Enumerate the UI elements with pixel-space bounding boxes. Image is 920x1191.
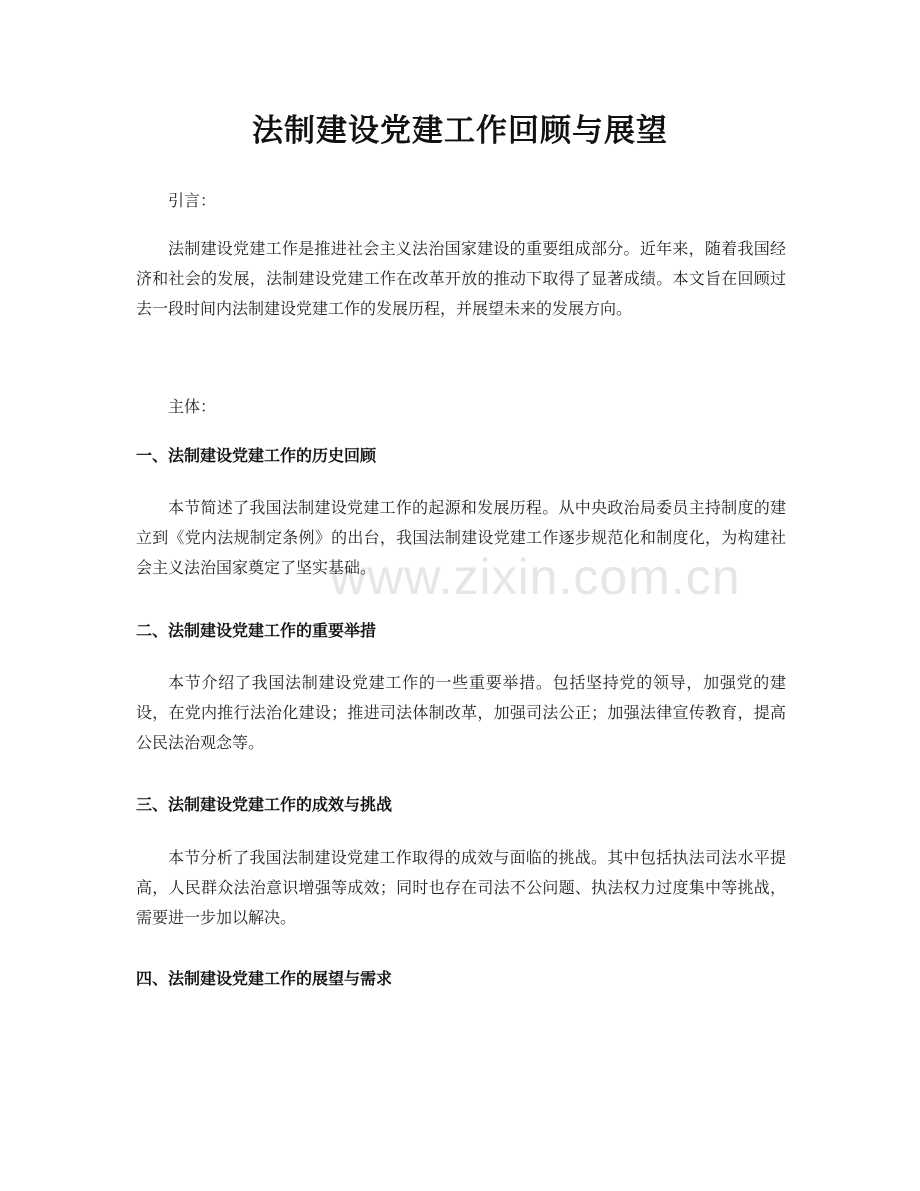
section-paragraph-1: 本节简述了我国法制建设党建工作的起源和发展历程。从中央政治局委员主持制度的建立到《党内法规制定条例》的出台，我国法制建设党建工作逐步规范化和制度化，为构建社会主义法治国家奠定了坚实基础。 xyxy=(136,498,786,577)
section-heading-4: 四、法制建设党建工作的展望与需求 xyxy=(136,969,393,988)
section-heading-3: 三、法制建设党建工作的成效与挑战 xyxy=(136,795,393,814)
intro-paragraph: 法制建设党建工作是推进社会主义法治国家建设的重要组成部分。近年来，随着我国经济和社会的发展，法制建设党建工作在改革开放的推动下取得了显著成绩。本文旨在回顾过去一段时间内法制建设党建工作的发展历程，并展望未来的发展方向。 xyxy=(136,239,786,318)
section-paragraph-3: 本节分析了我国法制建设党建工作取得的成效与面临的挑战。其中包括执法司法水平提高，人民群众法治意识增强等成效；同时也存在司法不公问题、执法权力过度集中等挑战，需要进一步加以解决。 xyxy=(136,848,786,927)
section-paragraph-2: 本节介绍了我国法制建设党建工作的一些重要举措。包括坚持党的领导，加强党的建设，在党内推行法治化建设；推进司法体制改革，加强司法公正；加强法律宣传教育，提高公民法治观念等。 xyxy=(136,673,786,752)
document-title: 法制建设党建工作回顾与展望 xyxy=(252,113,668,149)
section-heading-1: 一、法制建设党建工作的历史回顾 xyxy=(136,446,377,465)
section-heading-2: 二、法制建设党建工作的重要举措 xyxy=(136,621,377,640)
watermark: www.zixin.com.cn xyxy=(330,549,741,605)
intro-label: 引言： xyxy=(168,191,217,210)
body-label: 主体： xyxy=(168,397,217,416)
